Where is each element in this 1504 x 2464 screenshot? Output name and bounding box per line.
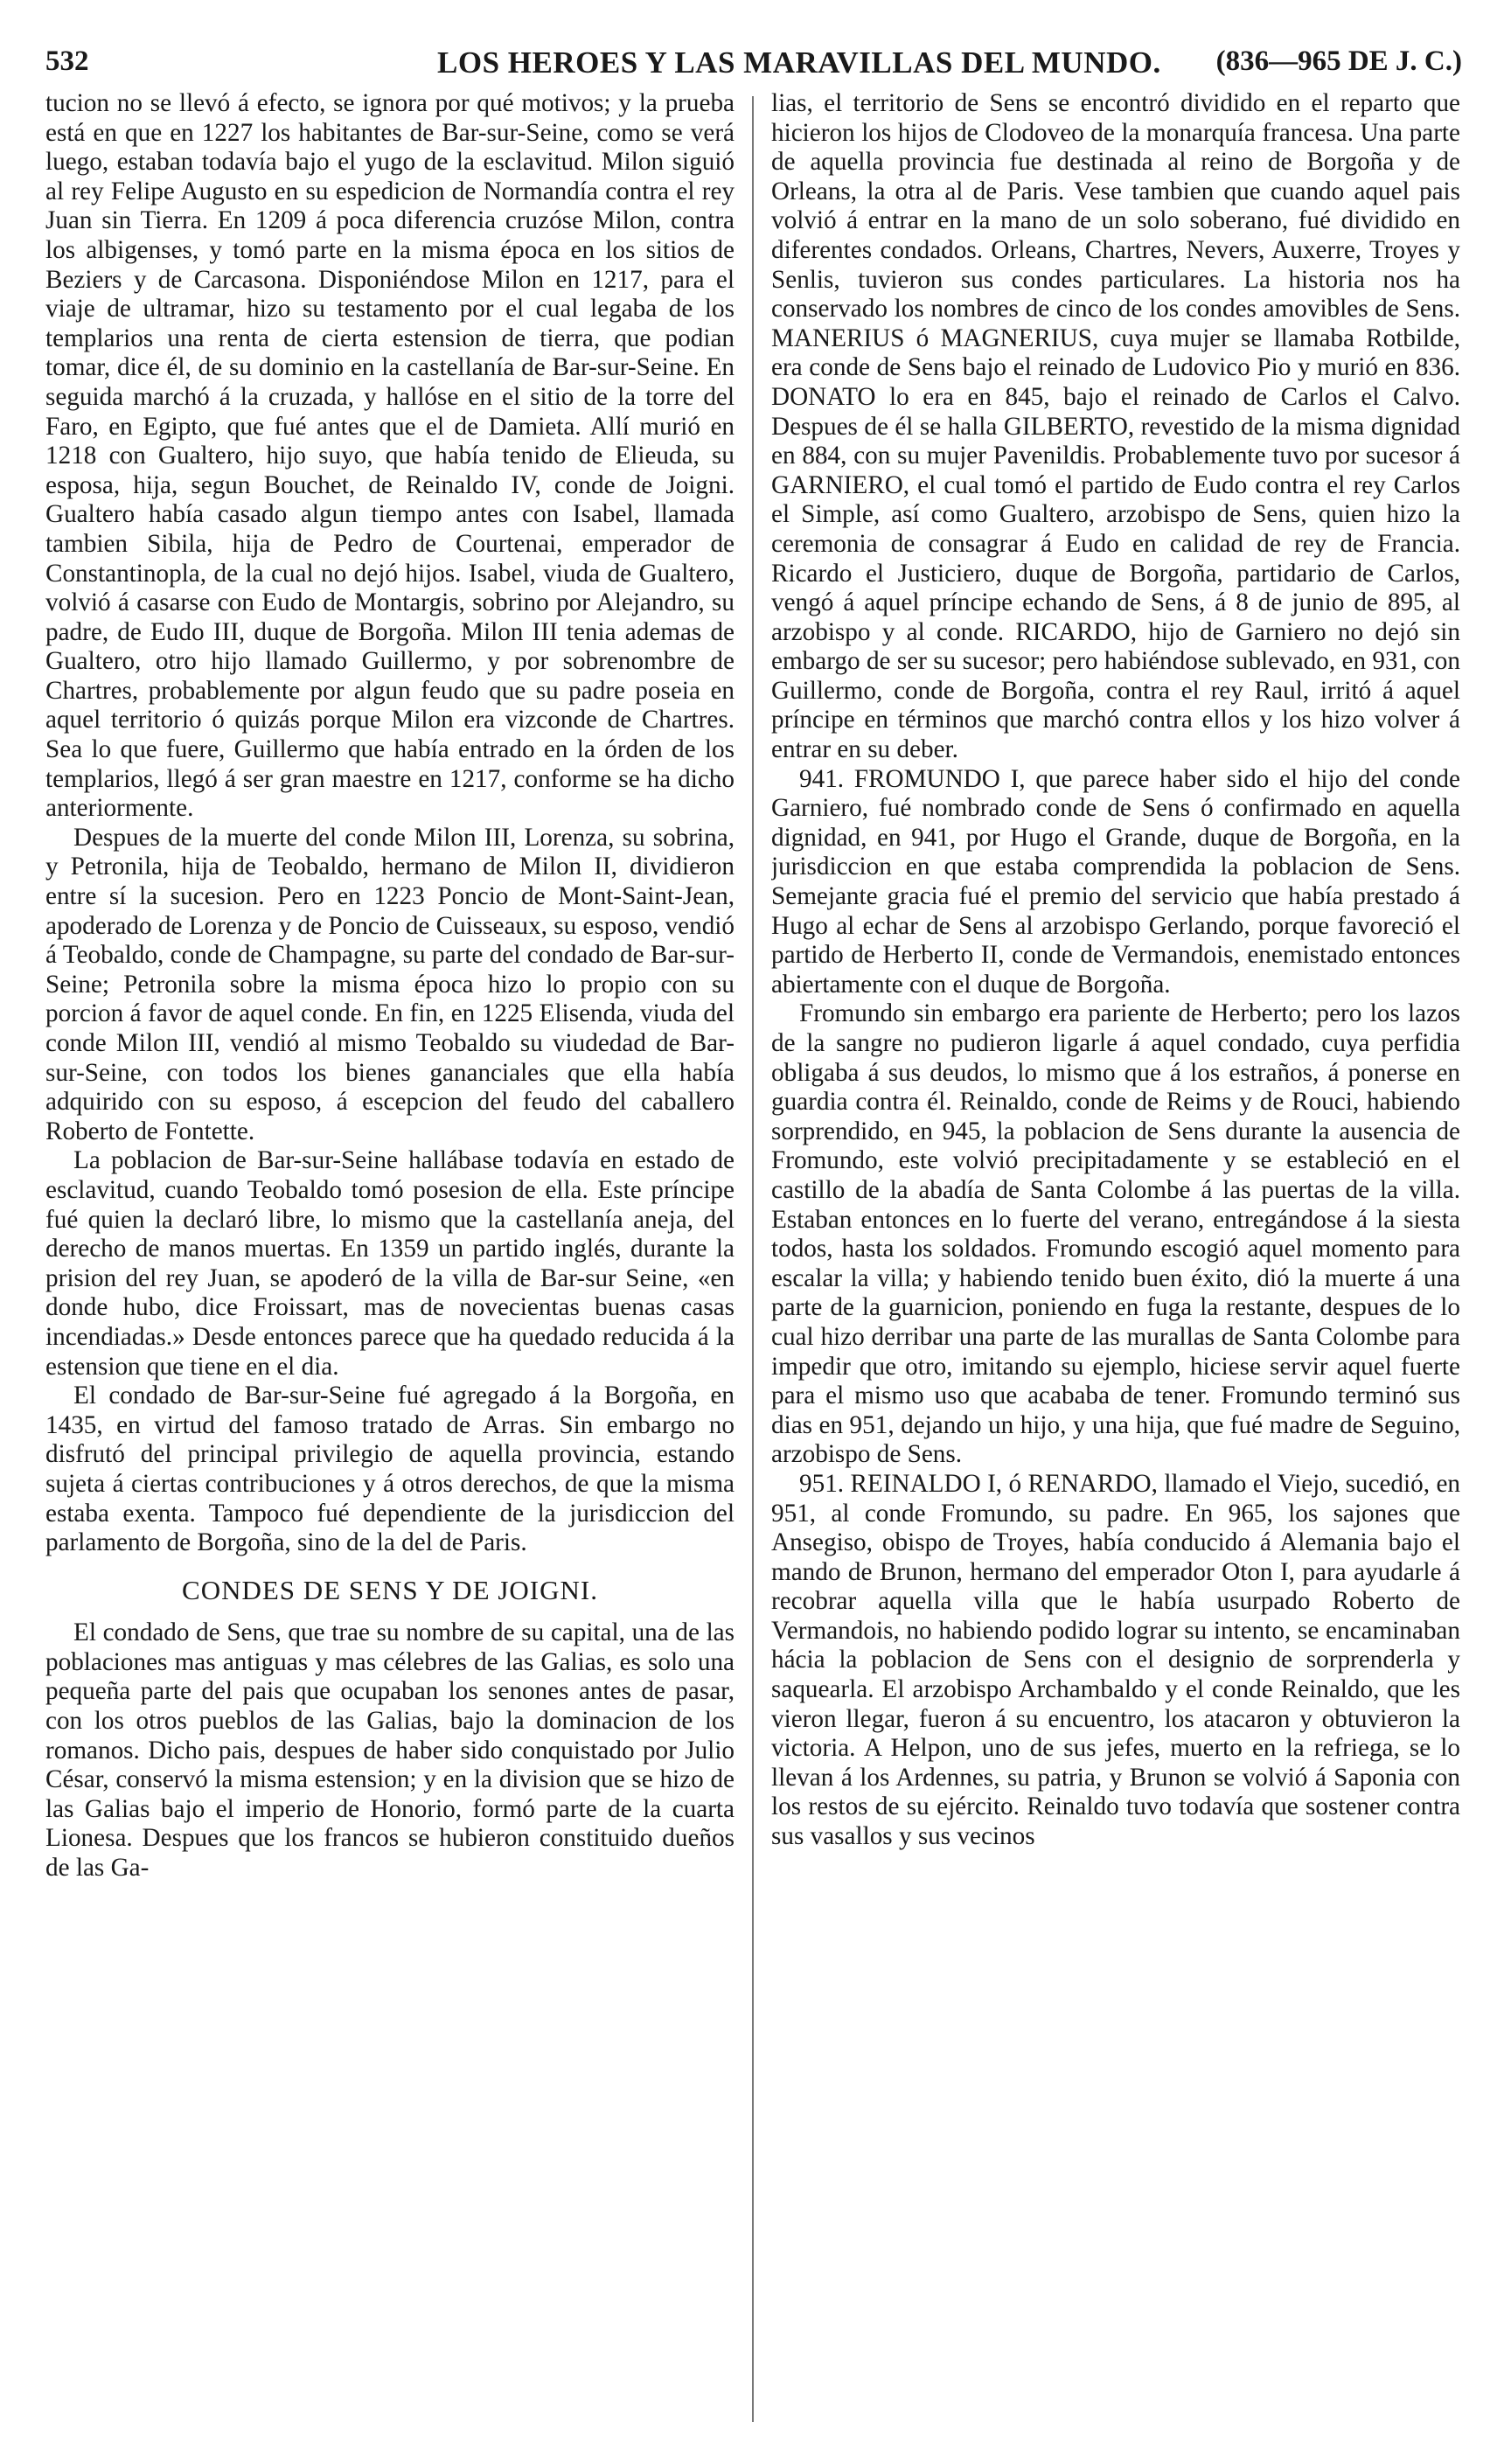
right-column: [771, 89, 1460, 2450]
page-header: [45, 45, 1462, 86]
paragraph: 941. FROMUNDO I, que parece haber sido el hijo del conde Garniero, fué nombrado conde de Sens ó confirmado en aquella dignidad, en 941, por Hugo el Grande, duque de Borgoña, en la jurisdiccion en que estaba comprendida la poblacion de Sens. Semejante gracia fué el premio del servicio que había prestado á Hugo al echar de Sens al arzobispo Gerlando, porque favoreció el partido de Herberto II, conde de Vermandois, enemistado entonces abiertamente con el duque de Borgoña.: [771, 764, 1460, 999]
paragraph: Fromundo sin embargo era pariente de Herberto; pero los lazos de la sangre no pudieron ligarle á aquel condado, cuya perfidia obligaba á sus deudos, lo mismo que á los estraños, á ponerse en guardia contra él. Reinaldo, conde de Reims y de Rouci, habiendo sorprendido, en 945, la poblacion de Sens durante la ausencia de Fromundo, este volvió precipitadamente y se estableció en el castillo de la abadía de Santa Colombe á las puertas de la villa. Estaban entonces en lo fuerte del verano, entregándose á la siesta todos, hasta los soldados. Fromundo escogió aquel momento para escalar la villa; y habiendo tenido buen éxito, dió la muerte á una parte de la guarnicion, poniendo en fuga la restante, despues de lo cual hizo derribar una parte de las murallas de Santa Colombe para impedir que otro, imitando su ejemplo, hiciese servir aquel fuerte para el mismo uso que acababa de tener. Fromundo terminó sus dias en 951, dejando un hijo, y una hija, que fué madre de Seguino, arzobispo de Sens.: [771, 999, 1460, 1469]
column-divider: [752, 96, 754, 2422]
page-number: 532: [45, 45, 89, 77]
paragraph: Despues de la muerte del conde Milon III, Lorenza, su sobrina, y Petronila, hija de Teobaldo, hermano de Milon II, dividieron entre sí la sucesion. Pero en 1223 Poncio de Mont-Saint-Jean, apoderado de Lorenza y de Poncio de Cuisseaux, su esposo, vendió á Teobaldo, conde de Champagne, su parte del condado de Bar-sur-Seine; Petronila sobre la misma época hizo lo propio con su porcion á favor de aquel conde. En fin, en 1225 Elisenda, viuda del conde Milon III, vendió al mismo Teobaldo su viudedad de Bar-sur-Seine, con todos los bienes gananciales que ella había adquirido con su esposo, á escepcion del feudo del caballero Roberto de Fontette.: [45, 823, 735, 1145]
paragraph: La poblacion de Bar-sur-Seine hallábase todavía en estado de esclavitud, cuando Teobaldo tomó posesion de ella. Este príncipe fué quien la declaró libre, lo mismo que la castellanía aneja, del derecho de manos muertas. En 1359 un partido inglés, durante la prision del rey Juan, se apoderó de la villa de Bar-sur Seine, «en donde hubo, dice Froissart, mas de novecientas buenas casas incendiadas.» Desde entonces parece que ha quedado reducida á la estension que tiene en el dia.: [45, 1146, 735, 1381]
paragraph: tucion no se llevó á efecto, se ignora por qué motivos; y la prueba está en que en 1227 los habitantes de Bar-sur-Seine, como se verá luego, estaban todavía bajo el yugo de la esclavitud. Milon siguió al rey Felipe Augusto en su espedicion de Normandía contra el rey Juan sin Tierra. En 1209 á poca diferencia cruzóse Milon, contra los albigenses, y tomó parte en la misma época en los sitios de Beziers y de Carcasona. Disponiéndose Milon en 1217, para el viaje de ultramar, hizo su testamento por el cual legaba de los templarios una renta de cierta estension de tierra, que podian tomar, dice él, de su dominio en la castellanía de Bar-sur-Seine. En seguida marchó á la cruzada, y hallóse en el sitio de la torre del Faro, en Egipto, que fué antes que el de Damieta. Allí murió en 1218 con Gualtero, hijo suyo, que había tenido de Elieuda, su esposa, hija, segun Bouchet, de Reinaldo IV, conde de Joigni. Gualtero había casado algun tiempo antes con Isabel, llamada tambien Sibila, hija de Pedro de Courtenai, emperador de Constantinopla, de la cual no dejó hijos. Isabel, viuda de Gualtero, volvió á casarse con Eudo de Montargis, sobrino por Alejandro, su padre, de Eudo III, duque de Borgoña. Milon III tenia ademas de Gualtero, otro hijo llamado Guillermo, y por sobrenombre de Chartres, probablemente por algun feudo que su padre poseia en aquel territorio ó quizás porque Milon era vizconde de Chartres. Sea lo que fuere, Guillermo que había entrado en la órden de los templarios, llegó á ser gran maestre en 1217, conforme se ha dicho anteriormente.: [45, 89, 735, 823]
running-title: LOS HEROES Y LAS MARAVILLAS DEL MUNDO.: [437, 45, 1161, 80]
paragraph: 951. REINALDO I, ó RENARDO, llamado el Viejo, sucedió, en 951, al conde Fromundo, su padre. En 965, los sajones que Ansegiso, obispo de Troyes, había conducido á Alemania bajo el mando de Brunon, hermano del emperador Oton I, para ayudarle á recobrar aquella villa que le había usurpado Roberto de Vermandois, no habiendo podido lograr su intento, se encaminaban hácia la poblacion de Sens con el designio de sorprenderla y saquearla. El arzobispo Archambaldo y el conde Reinaldo, que les vieron llegar, fueron á su encuentro, los atacaron y obtuvieron la victoria. A Helpon, uno de sus jefes, muerto en la refriega, se lo llevan á los Ardennes, su patria, y Brunon se volvió á Saponia con los restos de su ejército. Reinaldo tuvo todavía que sostener contra sus vasallos y sus vecinos: [771, 1469, 1460, 1851]
paragraph: lias, el territorio de Sens se encontró dividido en el reparto que hicieron los hijos de Clodoveo de la monarquía francesa. Una parte de aquella provincia fue destinada al reino de Borgoña y de Orleans, la otra al de Paris. Vese tambien que cuando aquel pais volvió á entrar en la mano de un solo soberano, fué dividido en diferentes condados. Orleans, Chartres, Nevers, Auxerre, Troyes y Senlis, tuvieron sus condes particulares. La historia nos ha conservado los nombres de cinco de los condes amovibles de Sens. MANERIUS ó MAGNERIUS, cuya mujer se llamaba Rotbilde, era conde de Sens bajo el reinado de Ludovico Pio y murió en 836. DONATO lo era en 845, bajo el reinado de Carlos el Calvo. Despues de él se halla GILBERTO, revestido de la misma dignidad en 884, con su mujer Pavenildis. Probablemente tuvo por sucesor á GARNIERO, el cual tomó el partido de Eudo contra el rey Carlos el Simple, así como Gualtero, arzobispo de Sens, quien hizo la ceremonia de consagrar á Eudo en calidad de rey de Francia. Ricardo el Justiciero, duque de Borgoña, partidario de Carlos, vengó á aquel príncipe echando de Sens, á 8 de junio de 895, al arzobispo y al conde. RICARDO, hijo de Garniero no dejó sin embargo de ser su sucesor; pero habiéndose sublevado, en 931, con Guillermo, conde de Borgoña, contra el rey Raul, irritó á aquel príncipe en términos que marchó contra ellos y los hizo volver á entrar en su deber.: [771, 89, 1460, 764]
paragraph: El condado de Sens, que trae su nombre de su capital, una de las poblaciones mas antiguas y mas célebres de las Galias, es solo una pequeña parte del pais que ocupaban los senones antes de pasar, con los otros pueblos de las Galias, bajo la dominacion de los romanos. Dicho pais, despues de haber sido conquistado por Julio César, conservó la misma estension; y en la division que se hizo de las Galias bajo el imperio de Honorio, formó parte de la cuarta Lionesa. Despues que los francos se hubieron constituido dueños de las Ga-: [45, 1618, 735, 1883]
section-heading: CONDES DE SENS Y DE JOIGNI.: [182, 1574, 598, 1605]
date-range: (836—965 DE J. C.): [1215, 45, 1462, 77]
left-column: [45, 89, 735, 2450]
paragraph: El condado de Bar-sur-Seine fué agregado á la Borgoña, en 1435, en virtud del famoso tratado de Arras. Sin embargo no disfrutó del principal privilegio de aquella provincia, estando sujeta á ciertas contribuciones y á otros derechos, de que la misma estaba exenta. Tampoco fué dependiente de la jurisdiccion del parlamento de Borgoña, sino de la del de Paris.: [45, 1382, 735, 1557]
